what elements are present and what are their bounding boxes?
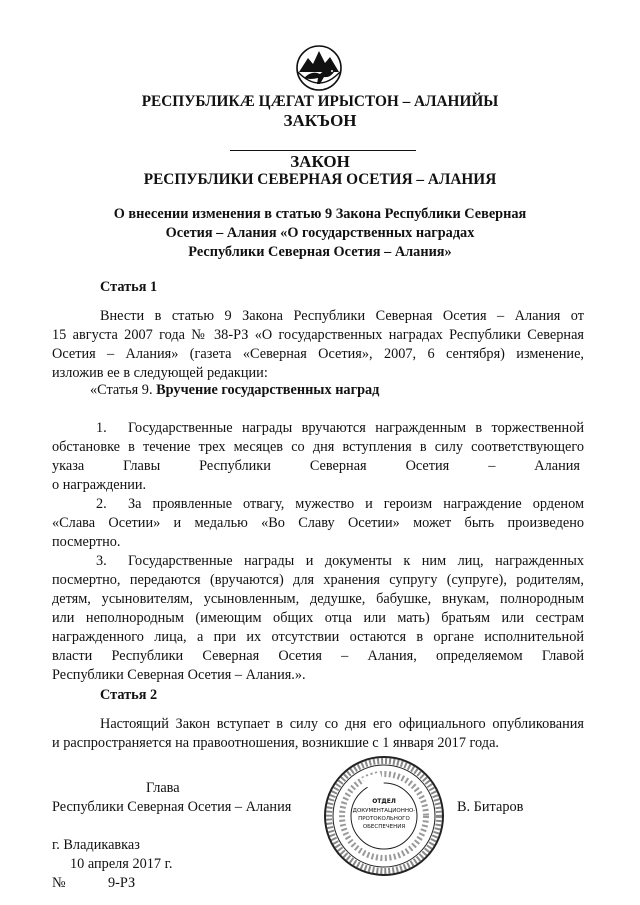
law-label-ossetian: ЗАКЪОН xyxy=(283,111,357,130)
law-title-line-3: Республики Северная Осетия – Алания» xyxy=(188,244,452,260)
item-2-line-1: За проявленные отвагу, мужество и героизм награждение орденом xyxy=(128,496,584,512)
official-stamp xyxy=(322,754,446,878)
article-2-line-1: Настоящий Закон вступает в силу со дня его официального опубликования xyxy=(100,716,584,732)
article-1-intro-line-2: 15 августа 2007 года № 38-РЗ «О государственных наградах Республики Северная xyxy=(52,327,584,343)
item-1-number: 1. xyxy=(96,420,107,436)
signing-date: 10 апреля 2017 г. xyxy=(70,856,173,872)
item-2-line-3: посмертно. xyxy=(52,534,121,550)
law-number-label: № xyxy=(52,875,66,891)
place-of-signing: г. Владикавказ xyxy=(52,837,140,853)
law-number: 9-РЗ xyxy=(108,875,136,891)
item-1-line-4: о награждении. xyxy=(52,477,147,493)
coat-of-arms-emblem xyxy=(290,42,348,92)
stamp-text-4: ОБЕСПЕЧЕНИЯ xyxy=(362,824,406,830)
item-1-line-3: указа Главы Республики Северная Осетия – Алания xyxy=(52,458,580,474)
item-3-line-7: Республики Северная Осетия – Алания.». xyxy=(52,667,306,683)
republic-name-ossetian: РЕСПУБЛИКÆ ЦÆГАТ ИРЫСТОН – АЛАНИЙЫ xyxy=(141,93,499,110)
header-divider xyxy=(230,150,416,151)
article-1-heading: Статья 1 xyxy=(100,279,158,295)
law-title-line-1: О внесении изменения в статью 9 Закона Республики Северная xyxy=(113,206,527,222)
item-3-number: 3. xyxy=(96,553,107,569)
signatory-name: В. Битаров xyxy=(457,799,524,815)
law-title-line-2: Осетия – Алания «О государственных наградах xyxy=(165,225,475,241)
item-2-number: 2. xyxy=(96,496,107,512)
article-2-line-2: и распространяется на правоотношения, возникшие с 1 января 2017 года. xyxy=(52,735,499,751)
item-1-line-1: Государственные награды вручаются награжденным в торжественной xyxy=(128,420,584,436)
item-3-line-5: награжденного лица, а при их отсутствии остаются в органе исполнительной xyxy=(52,629,584,645)
law-label-russian: ЗАКОН xyxy=(290,152,350,171)
signatory-role-line-1: Глава xyxy=(146,780,180,796)
article-1-intro-line-3: Осетия – Алания» (газета «Северная Осетия», 2007, 6 сентября) изменение, xyxy=(52,346,584,362)
stamp-text-2: ДОКУМЕНТАЦИОННО- xyxy=(352,808,416,814)
signatory-role-line-2: Республики Северная Осетия – Алания xyxy=(52,799,292,815)
republic-name-russian: РЕСПУБЛИКИ СЕВЕРНАЯ ОСЕТИЯ – АЛАНИЯ xyxy=(143,171,497,188)
stamp-text-1: ОТДЕЛ xyxy=(372,798,396,805)
article-1-intro-line-1: Внести в статью 9 Закона Республики Северная Осетия – Алания от xyxy=(100,308,584,324)
item-3-line-6: власти Республики Северная Осетия – Алания, определяемом Главой xyxy=(52,648,584,664)
item-3-line-3: детям, усыновителям, усыновленным, дедушке, бабушке, внукам, полнородным xyxy=(52,591,584,607)
item-2-line-2: «Слава Осетии» и медалью «Во Славу Осетии» может быть произведено xyxy=(52,515,584,531)
item-3-line-2: посмертно, передаются (вручаются) для хранения супругу (супруге), родителям, xyxy=(52,572,584,588)
item-1-line-2: обстановке в течение трех месяцев со дня вступления в силу соответствующего xyxy=(52,439,584,455)
article-2-heading: Статья 2 xyxy=(100,687,158,703)
item-3-line-1: Государственные награды и документы к ним лиц, награжденных xyxy=(128,553,584,569)
quoted-article-title: Вручение государственных наград xyxy=(156,382,380,398)
quoted-article-heading xyxy=(90,381,379,400)
stamp-text-3: ПРОТОКОЛЬНОГО xyxy=(358,816,410,822)
item-3-line-4: или неполнородным (имеющим общих отца или мать) братьям или сестрам xyxy=(52,610,584,626)
article-1-intro-line-4: изложив ее в следующей редакции: xyxy=(52,365,268,381)
quoted-article-prefix: «Статья 9. xyxy=(90,382,153,398)
